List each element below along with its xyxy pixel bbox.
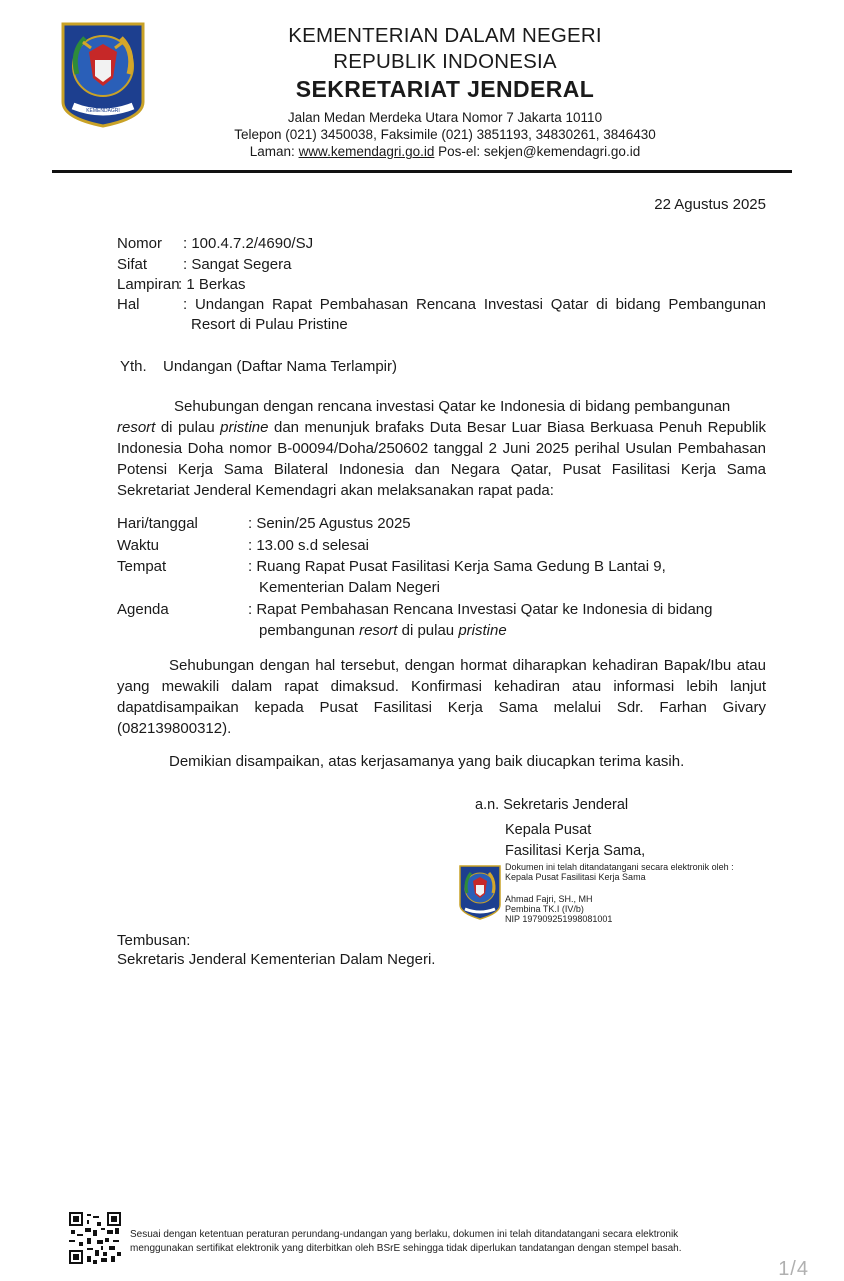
para1-line5: Sekretariat Jenderal Kemendagri akan melaksanakan rapat pada:: [117, 482, 554, 499]
paragraph-request: [117, 655, 766, 739]
para1-line3: Indonesia Doha nomor B-00094/Doha/250602 tanggal 2 Juni 2025 perihal Usulan Pembahasan: [117, 440, 766, 457]
detail-label-place: Tempat: [117, 558, 167, 575]
meta-label-lampiran: Lampiran: [117, 276, 180, 293]
meta-label-hal: Hal: [117, 296, 140, 313]
detail-label-time: Waktu: [117, 537, 159, 554]
header-ministry: KEMENTERIAN DALAM NEGERI: [288, 24, 602, 47]
header-divider: [52, 170, 792, 173]
para2-line1: Sehubungan dengan hal tersebut, dengan hormat diharapkan kehadiran Bapak/Ibu atau: [169, 657, 766, 674]
detail-value-agenda: : Rapat Pembahasan Rencana Investasi Qatar ke Indonesia di bidang: [248, 601, 713, 618]
email-text: Pos-el: sekjen@kemendagri.go.id: [434, 144, 641, 159]
svg-text:KEMENDAGRI: KEMENDAGRI: [86, 108, 120, 114]
signer-rank: Pembina TK.I (IV/b): [505, 904, 584, 914]
letter-date: 22 Agustus 2025: [654, 196, 766, 213]
para2-line2: yang mewakili dalam rapat dimaksud. Konfirmasi kehadiran atau informasi lebih lanjut: [117, 678, 766, 695]
footer-note: [130, 1228, 681, 1256]
header-republic: REPUBLIK INDONESIA: [333, 50, 557, 73]
signature-position2: Fasilitasi Kerja Sama,: [505, 843, 646, 859]
para2-line3: dapatdisampaikan kepada Pusat Fasilitasi Kerja Sama melalui Sdr. Farhan Givary: [117, 699, 766, 716]
header-address: Jalan Medan Merdeka Utara Nomor 7 Jakarta 10110: [287, 110, 603, 125]
detail-value-day: : Senin/25 Agustus 2025: [248, 515, 411, 532]
meta-label-nomor: Nomor: [117, 235, 163, 252]
signature-an: a.n. Sekretaris Jenderal: [475, 797, 629, 813]
cc-item: Sekretaris Jenderal Kementerian Dalam Negeri.: [117, 951, 436, 968]
garuda-emblem-icon: [61, 22, 145, 128]
meta-value-sifat: : Sangat Segera: [183, 256, 292, 273]
para1-line4: Potensi Kerja Sama Bilateral Indonesia dan Negara Qatar, Pusat Fasilitasi Kerja Sama: [117, 461, 766, 478]
meta-value-lampiran: : 1 Berkas: [178, 276, 246, 293]
meta-label-sifat: Sifat: [117, 256, 148, 273]
addressee-value: Undangan (Daftar Nama Terlampir): [163, 358, 397, 375]
closing-line: Demikian disampaikan, atas kerjasamanya yang baik diucapkan terima kasih.: [169, 753, 685, 770]
detail-value-place: : Ruang Rapat Pusat Fasilitasi Kerja Sama Gedung B Lantai 9,: [248, 558, 666, 575]
footer-note-line2: menggunakan sertifikat elektronik yang diterbitkan oleh BSrE sehingga tidak diperlukan tandatangan dengan stempel basah.: [130, 1243, 682, 1254]
web-link[interactable]: www.kemendagri.go.id: [298, 144, 435, 159]
detail-label-agenda: Agenda: [117, 601, 169, 618]
signer-nip: NIP 197909251998081001: [505, 914, 613, 924]
paragraph-opening: [117, 396, 766, 501]
addressee-label: Yth.: [120, 358, 147, 375]
footer-note-line1: Sesuai dengan ketentuan peraturan perundang-undangan yang berlaku, dokumen ini telah ditandatangani secara elektronik: [130, 1229, 679, 1240]
meta-value-hal: : Undangan Rapat Pembahasan Rencana Investasi Qatar di bidang Pembangunan: [183, 296, 766, 313]
web-label: Laman:: [249, 144, 299, 159]
esign-note-line1: Dokumen ini telah ditandatangani secara elektronik oleh :: [505, 862, 734, 872]
header-phone: Telepon (021) 3450038, Faksimile (021) 3851193, 34830261, 3846430: [234, 127, 656, 142]
para2-line4: (082139800312).: [117, 720, 232, 737]
signer-name: Ahmad Fajri, SH., MH: [505, 894, 593, 904]
page-indicator: 1/4: [778, 1258, 809, 1280]
para1-line1: Sehubungan dengan rencana investasi Qatar ke Indonesia di bidang pembangunan: [174, 398, 731, 415]
detail-value-time: : 13.00 s.d selesai: [248, 537, 369, 554]
detail-value-place-cont: Kementerian Dalam Negeri: [259, 579, 440, 596]
detail-label-day: Hari/tanggal: [117, 515, 198, 532]
cc-label: Tembusan:: [117, 932, 191, 949]
header-secretariat: SEKRETARIAT JENDERAL: [295, 76, 595, 102]
garuda-seal-icon: [459, 865, 501, 920]
para1-line2: resort di pulau pristine dan menunjuk brafaks Duta Besar Luar Biasa Berkuasa Penuh Republik: [117, 419, 766, 436]
meta-value-nomor: : 100.4.7.2/4690/SJ: [183, 235, 314, 252]
detail-value-agenda-cont: pembangunan resort di pulau pristine: [259, 622, 507, 639]
esign-note-line2: Kepala Pusat Fasilitasi Kerja Sama: [505, 872, 646, 882]
meta-value-hal-cont: Resort di Pulau Pristine: [191, 316, 348, 333]
header-web-line: [160, 144, 730, 159]
signature-position1: Kepala Pusat: [505, 822, 592, 838]
qr-code-icon: [69, 1212, 121, 1264]
